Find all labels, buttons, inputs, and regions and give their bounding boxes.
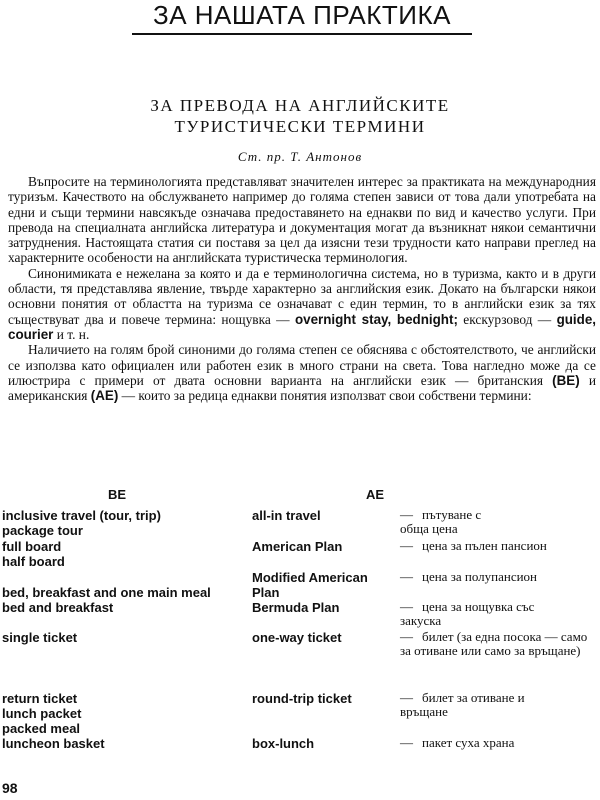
term-ae-row-2: American Plan [252, 539, 343, 554]
term-be-row-11: luncheon basket [2, 736, 105, 751]
term-bg-text-row-8: билет за отиване и връщане [400, 690, 525, 719]
term-ae-row-6: Bermuda Plan [252, 600, 340, 615]
page-number: 98 [2, 780, 18, 796]
running-header [0, 0, 600, 40]
term-dash-row-11: — [400, 735, 413, 750]
term-bg-row-8 [400, 691, 600, 719]
term-bg-row-0 [400, 508, 600, 536]
paragraph-3 [8, 342, 596, 403]
article-title-line-2: ТУРИСТИЧЕСКИ ТЕРМИНИ [174, 117, 426, 136]
paragraph-3-be: (BE) [552, 372, 580, 388]
term-bg-text-row-7: билет (за една посока — само за отиване или само за връщане) [400, 629, 588, 658]
term-be-row-1: package tour [2, 523, 83, 538]
term-bg-row-6 [400, 600, 600, 628]
paragraph-2-text-c: и т. н. [53, 326, 90, 342]
term-dash-row-0: — [400, 507, 413, 522]
term-dash-row-7: — [400, 629, 413, 644]
term-be-row-3: half board [2, 554, 65, 569]
term-be-row-5: bed, breakfast and one main meal [2, 585, 211, 600]
term-bg-row-2 [400, 539, 600, 553]
article-author: Ст. пр. Т. Антонов [237, 149, 363, 164]
term-bg-row-11 [400, 736, 600, 750]
column-header-ae: AE [366, 487, 385, 502]
term-bg-row-7 [400, 630, 590, 658]
paragraph-2-term-2: guide, courier [8, 311, 596, 342]
term-bg-text-row-11: пакет суха храна [422, 735, 515, 750]
paragraph-3-text-c: — които за редица еднакви понятия използват свои собствени термини: [118, 388, 532, 404]
term-dash-row-4: — [400, 569, 413, 584]
term-be-row-9: lunch packet [2, 706, 82, 721]
term-bg-row-4 [400, 570, 600, 584]
paragraph-3-ae: (AE) [90, 388, 119, 404]
term-be-row-6: bed and breakfast [2, 600, 114, 615]
term-ae-row-0: all-in travel [252, 508, 321, 523]
term-bg-text-row-2: цена за пълен пансион [422, 538, 547, 553]
paragraph-2-text-a: Синонимиката е нежелана за която и да е терминологична система, но в туризма, както и в други области, тя представлява явление, твърде характерно за английския език. Докато на български някои основни понятия от областта на туризма се означават с един термин, то в английски език за тях съществуват два и повече термина: нощувка — [8, 265, 596, 327]
term-be-row-0: inclusive travel (tour, trip) [2, 508, 161, 523]
paragraph-2-text-b: екскурзовод — [457, 311, 557, 327]
article-title-line-1: ЗА ПРЕВОДА НА АНГЛИЙСКИТЕ [150, 96, 450, 115]
term-dash-row-2: — [400, 538, 413, 553]
column-header-be: BE [108, 487, 127, 502]
term-be-row-7: single ticket [2, 630, 78, 645]
term-be-row-10: packed meal [2, 721, 81, 736]
paragraph-3-text-b: и американския [8, 372, 596, 404]
paragraph-2-term-1: overnight stay, bednight; [294, 311, 458, 327]
paragraph-3-text-a: Наличието на голям брой синоними до голяма степен се обяснява с обстоятелството, че английски се използва като официален или работен език в много страни на света. Това нагледно може да се илюстрира с примери от двата основни варианта на английски език — британския [8, 342, 596, 388]
article-body [8, 174, 596, 403]
term-bg-text-row-4: цена за полупансион [422, 569, 538, 584]
term-be-row-8: return ticket [2, 691, 78, 706]
paragraph-2 [8, 266, 596, 342]
term-bg-text-row-0: пътуване с обща цена [400, 507, 482, 536]
section-title: ЗА НАШАТА ПРАКТИКА [153, 0, 451, 30]
term-ae-row-5: Plan [252, 585, 280, 600]
term-bg-text-row-6: цена за нощувка със закуска [400, 599, 535, 628]
term-ae-row-11: box-lunch [252, 736, 315, 751]
term-dash-row-6: — [400, 599, 413, 614]
article-title [110, 95, 490, 137]
term-be-row-2: full board [2, 539, 62, 554]
header-rule [132, 33, 472, 35]
term-ae-row-7: one-way ticket [252, 630, 342, 645]
term-dash-row-8: — [400, 690, 413, 705]
term-ae-row-4: Modified American [252, 570, 368, 585]
term-ae-row-8: round-trip ticket [252, 691, 352, 706]
paragraph-1: Въпросите на терминологията представляват значителен интерес за практиката на международния туризъм. Качеството на обслужването например до голяма степен зависи от това дали употребата на едни и същи термини навсякъде означава предоставянето на еднакви по вид и качество услуги. При превода на специалната английска литература и документация могат да възникнат някои семантични затруднения. Настоящата статия си поставя за цел да изясни тези трудности като направи преглед на характерните особености на английската туристическа терминология. [8, 174, 596, 266]
